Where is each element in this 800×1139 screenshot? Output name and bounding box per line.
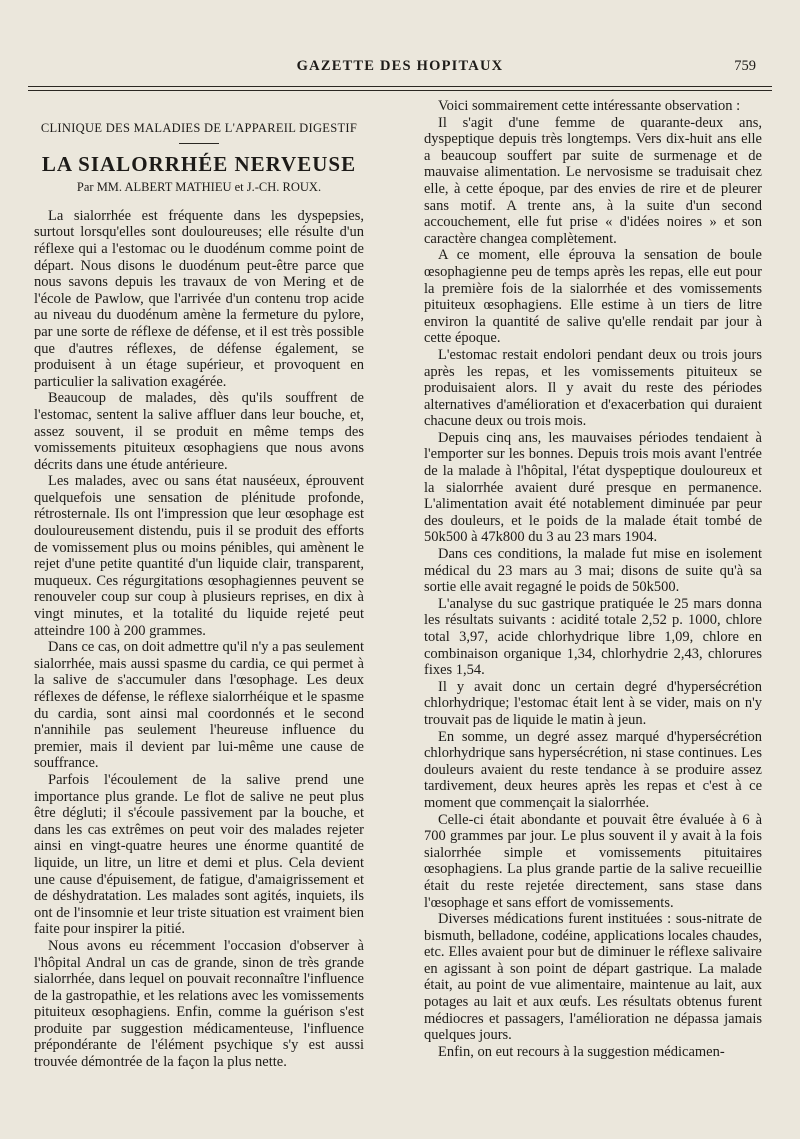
section-label: CLINIQUE DES MALADIES DE L'APPAREIL DIGESTIF — [40, 121, 358, 135]
header-rule-bottom — [28, 90, 772, 91]
header-rule-top — [28, 86, 772, 87]
paragraph: Celle-ci était abondante et pouvait être évaluée à 6 à 700 grammes par jour. Le plus souvent il y avait à la fois sialorrhée simple et vomissements pituitaires œsophagiens. La plus grande partie de la salive recueillie était du reste rejetée directement, sans stase dans l'œsophage et sans effort de vomissements. — [424, 811, 762, 911]
right-column-body — [424, 98, 762, 1060]
paragraph: L'analyse du suc gastrique pratiquée le 25 mars donna les résultats suivants : acidité totale 2,52 p. 1000, chlore total 3,97, acide chlorhydrique libre 1,09, chlore en combinaison organique 1,34, chlorhydrie 2,43, chlorures fixes 1,54. — [424, 595, 762, 679]
paragraph: La sialorrhée est fréquente dans les dyspepsies, surtout lorsqu'elles sont douloureuses; elle résulte d'un réflexe qui a l'estomac ou le duodénum comme point de départ. Nous disons le duodénum peut-être parce que nous savons depuis les travaux de von Mering et de l'école de Pawlow, que l'arrivée d'un contenu trop acide au niveau du duodénum amène la fermeture du pylore, par une sorte de réflexe de défense, et il est très possible que d'autres réflexes, de défense également, se produisent à un étage supérieur, et provoquent en particulier la salivation exagérée. — [34, 207, 364, 390]
paragraph: Diverses médications furent instituées : sous-nitrate de bismuth, belladone, codéine, applications locales chaudes, etc. Elles avaient pour but de diminuer le réflexe salivaire en agissant à son point de départ gastrique. La malade était, au point de vue alimentaire, maintenue au lait, aux potages au lait et aux œufs. Les résultats obtenus furent médiocres et passagers, l'amélioration ne dépassa jamais quelques jours. — [424, 911, 762, 1044]
paragraph: Les malades, avec ou sans état nauséeux, éprouvent quelquefois une sensation de plénitude profonde, rétrosternale. Ils ont l'impression que leur œsophage est douloureusement distendu, puis il se produit des efforts de vomissement plus ou moins pénibles, qui amènent le rejet d'une petite quantité d'un liquide clair, transparent, muqueux. Ces régurgitations œsophagiennes peuvent se renouveler coup sur coup à plusieurs reprises, en dix à vingt minutes, et la totalité du liquide rejeté peut atteindre 100 à 200 grammes. — [34, 473, 364, 639]
paragraph: L'estomac restait endolori pendant deux ou trois jours après les repas, et les vomissements pituiteux se produisaient alors. Il y avait du reste des périodes alternatives d'amélioration et d'exacerbation qui duraient chacune deux ou trois mois. — [424, 346, 762, 430]
page-number: 759 — [734, 58, 756, 74]
paragraph: Nous avons eu récemment l'occasion d'observer à l'hôpital Andral un cas de grande, sinon de très grande sialorrhée, dans lequel on pouvait reconnaître l'influence de la gastropathie, et les relations avec les vomissements pituiteux œsophagiens. Enfin, comme la guérison s'est produite par suggestion médicamenteuse, l'influence prépondérante de l'élément psychique s'y est aussi trouvée démontrée de la façon la plus nette. — [34, 937, 364, 1071]
byline: Par MM. ALBERT MATHIEU et J.-CH. ROUX. — [76, 180, 322, 195]
running-head — [28, 58, 772, 80]
paragraph: En somme, un degré assez marqué d'hypersécrétion chlorhydrique sans hypersécrétion, ni stase continues. Les douleurs avaient du reste tendance à se produire assez tardivement, deux heures après les repas et c'est à ce moment que commençait la sialorrhée. — [424, 728, 762, 811]
paragraph: Voici sommairement cette intéressante observation : — [438, 98, 741, 114]
left-column — [34, 98, 364, 1071]
paragraph: Parfois l'écoulement de la salive prend une importance plus grande. Le flot de salive ne peut plus être dégluti; il s'écoule passivement par la bouche, et dans les cas extrêmes on peut voir des malades rejeter ainsi en vingt-quatre heures une énorme quantité de liquide, un litre, un litre et demi et plus. Cela devient une cause d'épuisement, de fatigue, d'amaigrissement et de déshydratation. Les malades sont agités, inquiets, ils ont de l'insomnie et leur triste situation est vraiment bien faite pour inspirer la pitié. — [34, 771, 364, 938]
paragraph: Dans ce cas, on doit admettre qu'il n'y a pas seulement sialorrhée, mais aussi spasme du cardia, ce qui permet à la salive de s'accumuler dans l'œsophage. Les deux réflexes de défense, le réflexe sialorrhéique et le spasme du cardia, sont ainsi mal coordonnés et le second n'annihile pas seulement l'heureuse influence du premier, mais il devient par lui-même une cause de souffrance. — [34, 639, 364, 772]
paragraph: Dans ces conditions, la malade fut mise en isolement médical du 23 mars au 3 mai; disons de suite qu'à sa sortie elle avait regagné le poids de 50k500. — [424, 546, 762, 596]
paragraph: Depuis cinq ans, les mauvaises périodes tendaient à l'emporter sur les bonnes. Depuis trois mois avant l'entrée de la malade à l'hôpital, l'état dyspeptique douloureux et la sialorrhée avaient duré presque en permanence. L'alimentation avait été notablement diminuée par peur des douleurs, et le poids de la malade était tombé de 50k500 à 47k800 du 3 au 23 mars 1904. — [424, 429, 762, 546]
paragraph: Il y avait donc un certain degré d'hypersécrétion chlorhydrique; l'estomac était lent à se vider, mais on n'y trouvait pas de liquide le matin à jeun. — [424, 678, 762, 728]
paragraph: A ce moment, elle éprouva la sensation de boule œsophagienne peu de temps après les repas, elle eut pour la première fois de la sialorrhée et des vomissements pituiteux œsophagiens. Elle estime à un tiers de litre environ la quantité de salive qu'elle rendait par jour à cette époque. — [424, 247, 762, 347]
journal-title: GAZETTE DES HOPITAUX — [296, 58, 504, 74]
paragraph: Il s'agit d'une femme de quarante-deux ans, dyspeptique depuis très longtemps. Vers dix-huit ans elle a beaucoup souffert par suite de surmenage et de mauvaise alimentation. Le nervosisme se traduisait chez elle, à cette époque, par des envies de rire et de pleurer sans motif. A trente ans, à la suite d'un second accouchement, elle fut prise « d'idées noires » et son caractère changea complètement. — [424, 114, 762, 247]
paragraph: Enfin, on eut recours à la suggestion médicamen- — [438, 1043, 725, 1060]
left-column-body — [34, 208, 364, 1071]
paragraph: Beaucoup de malades, dès qu'ils souffrent de l'estomac, sentent la salive affluer dans leur bouche, et, assez souvent, il se produit en même temps des vomissements pituiteux œsophagiens que nous avons décrits dans une étude antérieure. — [34, 390, 364, 473]
article-title: LA SIALORRHÉE NERVEUSE — [41, 151, 357, 176]
right-column — [424, 98, 762, 1060]
section-divider — [179, 143, 219, 144]
